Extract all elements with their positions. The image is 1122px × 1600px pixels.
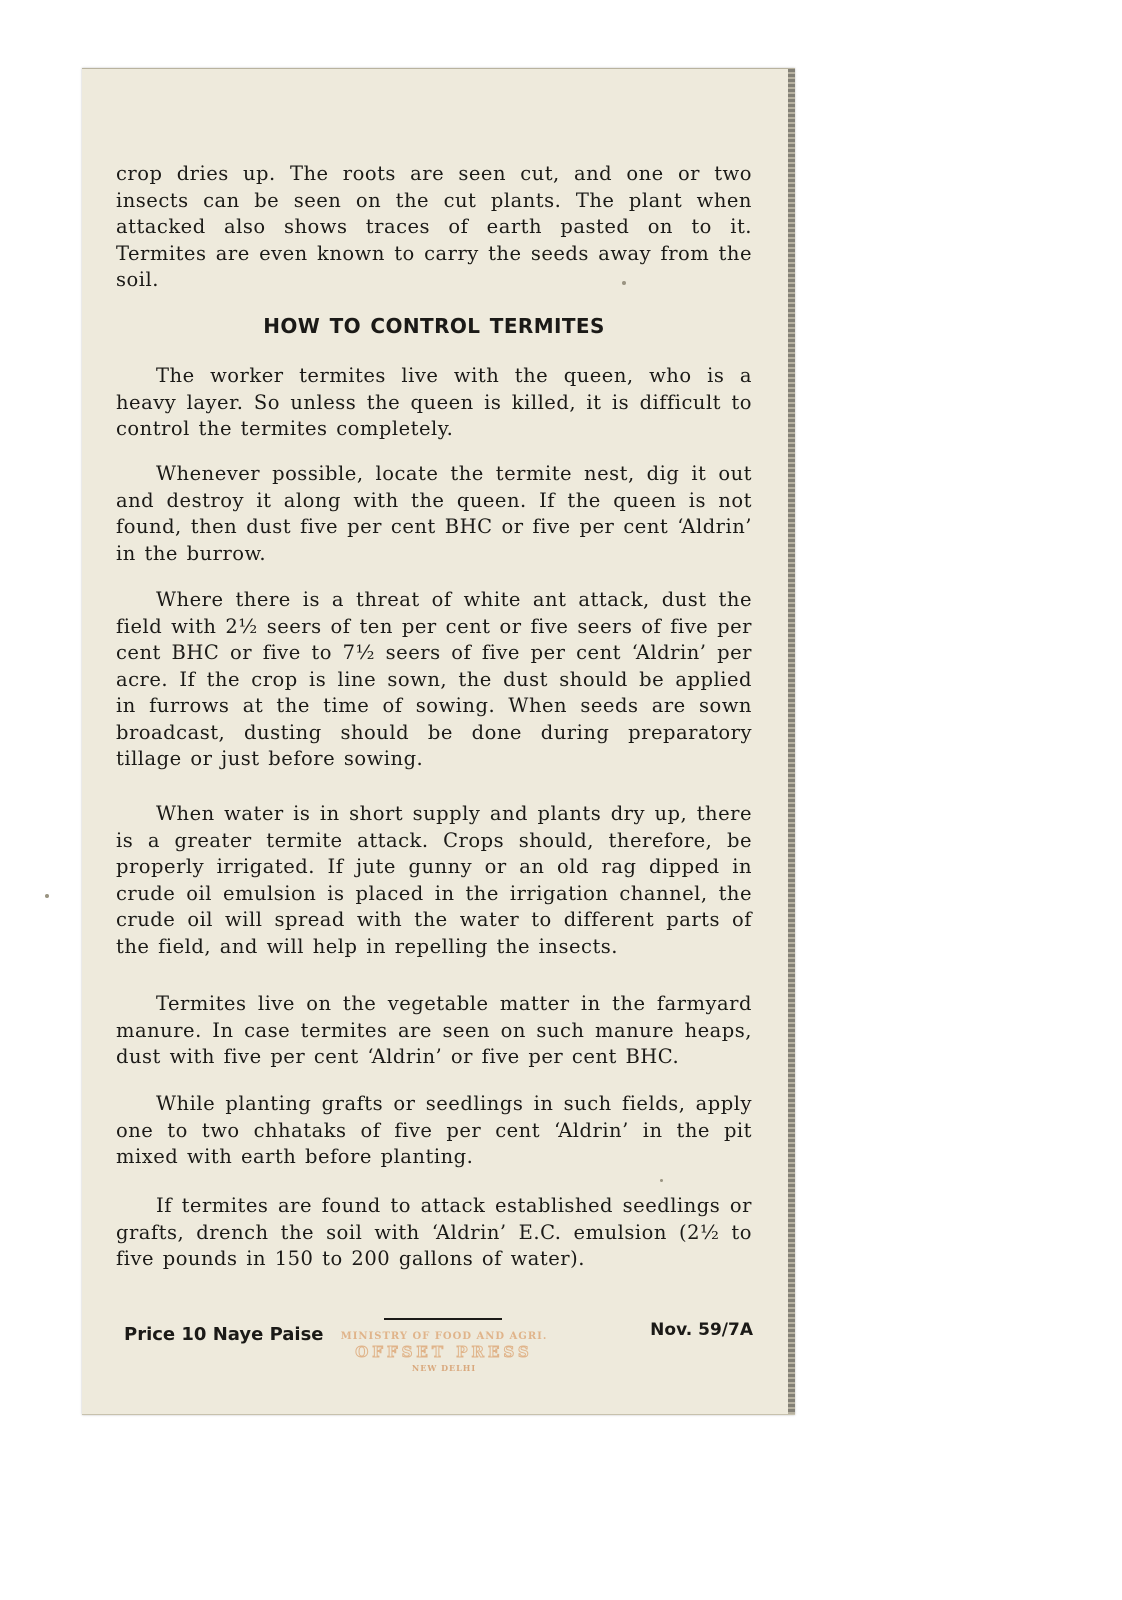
footer-divider (384, 1318, 502, 1320)
paragraph-irrigation: When water is in short supply and plants dry up, there is a greater termite attack. Crops should, therefore, be properly irrigated. If jute gunny or an old rag dipped in crude oil emulsion is placed in the irrigation channel, the crude oil will spread with the water to different parts of the field, and will help in repelling the insects. (116, 802, 752, 958)
paragraph-manure: Termites live on the vegetable matter in the farmyard manure. In case termites are seen on such manure heaps, dust with five per cent ‘Aldrin’ or five per cent BHC. (116, 992, 752, 1068)
publication-code: Nov. 59/7A (650, 1320, 753, 1340)
paragraph-locate-nest: Whenever possible, locate the termite nest, dig it out and destroy it along with the queen. If the queen is not found, then dust five per cent BHC or five per cent ‘Aldrin’ in the burrow. (116, 462, 752, 565)
price-label: Price 10 Naye Paise (124, 1324, 324, 1345)
section-heading: HOW TO CONTROL TERMITES (263, 314, 605, 338)
press-ministry: MINISTRY OF FOOD AND AGRI. (340, 1331, 548, 1342)
press-stamp (324, 1331, 564, 1373)
paragraph-drench: If termites are found to attack established seedlings or grafts, drench the soil with ‘Aldrin’ E.C. emulsion (2½ to five pounds in 150 to 200 gallons of water). (116, 1194, 752, 1270)
paragraph-queen: The worker termites live with the queen, who is a heavy layer. So unless the queen is killed, it is difficult to control the termites completely. (116, 364, 752, 440)
intro-paragraph: crop dries up. The roots are seen cut, and one or two insects can be seen on the cut plants. The plant when attacked also shows traces of earth pasted on to it. Termites are even known to carry the seeds away from the soil. (116, 162, 752, 291)
paper-speck (622, 281, 626, 285)
paper-speck (45, 894, 49, 898)
paragraph-grafts: While planting grafts or seedlings in such fields, apply one to two chhataks of five per cent ‘Aldrin’ in the pit mixed with earth before planting. (116, 1092, 752, 1168)
press-city: NEW DELHI (411, 1363, 477, 1373)
press-name: OFFSET PRESS (355, 1343, 533, 1361)
paragraph-dusting: Where there is a threat of white ant attack, dust the field with 2½ seers of ten per cent or five seers of five per cent BHC or five to 7½ seers of five per cent ‘Aldrin’ per acre. If the crop is line sown, the dust should be applied in furrows at the time of sowing. When seeds are sown broadcast, dusting should be done during preparatory tillage or just before sowing. (116, 588, 752, 770)
leaflet-page (82, 68, 795, 1415)
paper-speck (660, 1179, 663, 1182)
